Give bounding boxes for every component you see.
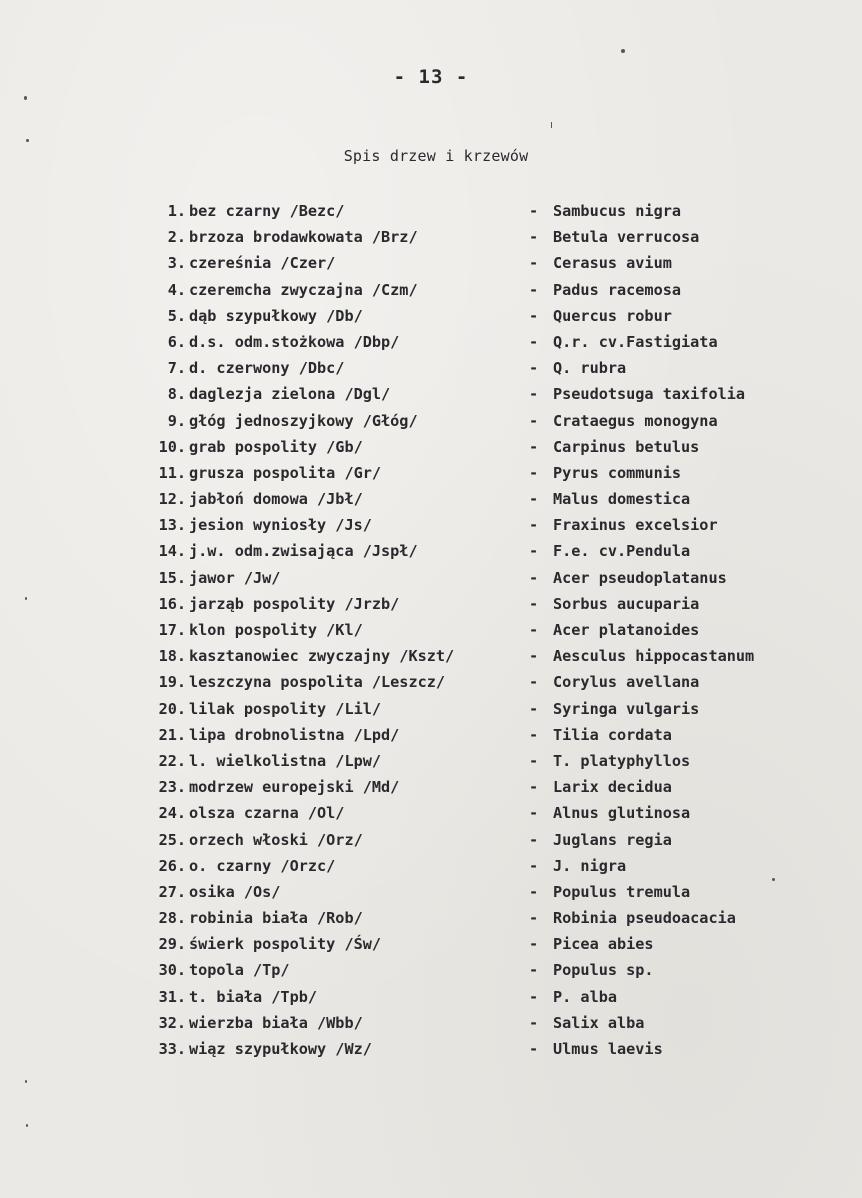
list-item <box>140 250 820 276</box>
separator-dash: - <box>529 987 539 1006</box>
list-item <box>140 224 820 250</box>
latin-name: Salix alba <box>553 1013 645 1032</box>
separator-dash: - <box>529 830 539 849</box>
entry-number: 24. <box>158 804 186 823</box>
separator-dash: - <box>529 463 539 482</box>
entry-number: 4. <box>167 280 186 299</box>
polish-name: leszczyna pospolita /Leszcz/ <box>189 673 446 692</box>
polish-name: j.w. odm.zwisająca /Jspł/ <box>189 542 418 561</box>
latin-name: F.e. cv.Pendula <box>553 542 691 561</box>
entry-number: 3. <box>167 254 186 273</box>
latin-name: Acer pseudoplatanus <box>553 568 727 587</box>
entry-number: 9. <box>167 411 186 430</box>
latin-name: Aesculus hippocastanum <box>553 647 755 666</box>
list-item <box>140 827 820 853</box>
latin-name: Juglans regia <box>553 830 672 849</box>
list-item <box>140 853 820 879</box>
polish-name: bez czarny /Bezc/ <box>189 202 345 220</box>
separator-dash: - <box>529 437 539 456</box>
polish-name: lipa drobnolistna /Lpd/ <box>189 725 400 744</box>
separator-dash: - <box>529 699 539 718</box>
polish-name: głóg jednoszyjkowy /Głóg/ <box>189 411 418 430</box>
list-item <box>140 1010 820 1036</box>
entry-number: 31. <box>158 987 186 1006</box>
list-item <box>140 198 820 224</box>
separator-dash: - <box>529 961 539 980</box>
separator-dash: - <box>529 332 539 351</box>
separator-dash: - <box>529 751 539 770</box>
entry-number: 14. <box>158 542 186 561</box>
page-number: - 13 - <box>393 66 469 88</box>
list-item <box>140 1036 820 1062</box>
separator-dash: - <box>529 202 539 220</box>
polish-name: l. wielkolistna /Lpw/ <box>189 751 382 770</box>
list-item <box>140 643 820 669</box>
polish-name: robinia biała /Rob/ <box>189 909 363 928</box>
separator-dash: - <box>529 856 539 875</box>
latin-name: Cerasus avium <box>553 254 672 273</box>
polish-name: olsza czarna /Ol/ <box>189 804 345 823</box>
list-item <box>140 984 820 1010</box>
separator-dash: - <box>529 385 539 404</box>
polish-name: jesion wyniosły /Js/ <box>189 516 372 535</box>
polish-name: wierzba biała /Wbb/ <box>189 1013 363 1032</box>
entry-number: 12. <box>158 490 186 509</box>
entry-number: 22. <box>158 751 186 770</box>
latin-name: Acer platanoides <box>553 621 700 639</box>
entry-number: 23. <box>158 778 186 797</box>
list-item <box>140 277 820 303</box>
list-item <box>140 931 820 957</box>
latin-name: Robinia pseudoacacia <box>553 909 736 928</box>
latin-name: Populus sp. <box>553 961 654 980</box>
latin-name: Pyrus communis <box>553 463 682 482</box>
latin-name: Crataegus monogyna <box>553 411 718 430</box>
separator-dash: - <box>529 1040 539 1058</box>
polish-name: jarząb pospolity /Jrzb/ <box>189 594 400 613</box>
polish-name: jabłoń domowa /Jbł/ <box>189 490 363 509</box>
entry-number: 20. <box>158 699 186 718</box>
latin-name: Betula verrucosa <box>553 228 700 247</box>
list-item <box>140 748 820 774</box>
speck-mark <box>772 878 775 881</box>
polish-name: jawor /Jw/ <box>189 568 281 587</box>
latin-name: Fraxinus excelsior <box>553 516 718 535</box>
polish-name: daglezja zielona /Dgl/ <box>189 385 391 404</box>
species-list <box>140 198 820 1062</box>
entry-number: 19. <box>158 673 186 692</box>
polish-name: brzoza brodawkowata /Brz/ <box>189 228 418 247</box>
separator-dash: - <box>529 254 539 273</box>
latin-name: Q. rubra <box>553 359 627 378</box>
list-item <box>140 905 820 931</box>
separator-dash: - <box>529 673 539 692</box>
entry-number: 29. <box>158 935 186 954</box>
latin-name: Q.r. cv.Fastigiata <box>553 332 718 351</box>
polish-name: topola /Tp/ <box>189 961 290 980</box>
page-title: Spis drzew i krzewów <box>343 147 529 165</box>
separator-dash: - <box>529 411 539 430</box>
separator-dash: - <box>529 725 539 744</box>
latin-name: Quercus robur <box>553 306 672 325</box>
entry-number: 16. <box>158 594 186 613</box>
list-item <box>140 381 820 407</box>
polish-name: świerk pospolity /Św/ <box>189 935 382 954</box>
speck-mark <box>621 49 625 53</box>
separator-dash: - <box>529 228 539 247</box>
list-item <box>140 617 820 643</box>
list-item <box>140 434 820 460</box>
separator-dash: - <box>529 621 539 639</box>
list-item <box>140 538 820 564</box>
speck-mark <box>26 139 29 142</box>
entry-number: 17. <box>158 621 186 639</box>
separator-dash: - <box>529 516 539 535</box>
entry-number: 7. <box>167 359 186 378</box>
latin-name: Padus racemosa <box>553 280 682 299</box>
entry-number: 13. <box>158 516 186 535</box>
separator-dash: - <box>529 594 539 613</box>
list-item <box>140 800 820 826</box>
polish-name: lilak pospolity /Lil/ <box>189 699 382 718</box>
separator-dash: - <box>529 778 539 797</box>
polish-name: o. czarny /Orzc/ <box>189 856 336 875</box>
latin-name: Alnus glutinosa <box>553 804 691 823</box>
entry-number: 11. <box>158 463 186 482</box>
list-item <box>140 512 820 538</box>
entry-number: 6. <box>167 332 186 351</box>
separator-dash: - <box>529 280 539 299</box>
entry-number: 25. <box>158 830 186 849</box>
polish-name: dąb szypułkowy /Db/ <box>189 306 363 325</box>
polish-name: d.s. odm.stożkowa /Dbp/ <box>189 332 400 351</box>
latin-name: Corylus avellana <box>553 673 700 692</box>
separator-dash: - <box>529 359 539 378</box>
speck-mark <box>26 1124 28 1127</box>
entry-number: 15. <box>158 568 186 587</box>
list-item <box>140 303 820 329</box>
latin-name: Carpinus betulus <box>553 437 700 456</box>
entry-number: 5. <box>167 306 186 325</box>
polish-name: osika /Os/ <box>189 882 281 901</box>
polish-name: t. biała /Tpb/ <box>189 987 318 1006</box>
list-item <box>140 486 820 512</box>
polish-name: klon pospolity /Kl/ <box>189 621 363 639</box>
polish-name: grab pospolity /Gb/ <box>189 437 363 456</box>
polish-name: grusza pospolita /Gr/ <box>189 463 382 482</box>
separator-dash: - <box>529 882 539 901</box>
latin-name: Sorbus aucuparia <box>553 594 700 613</box>
list-item <box>140 696 820 722</box>
separator-dash: - <box>529 306 539 325</box>
latin-name: Tilia cordata <box>553 725 672 744</box>
polish-name: kasztanowiec zwyczajny /Kszt/ <box>189 647 455 666</box>
latin-name: Ulmus laevis <box>553 1040 663 1058</box>
separator-dash: - <box>529 542 539 561</box>
separator-dash: - <box>529 647 539 666</box>
list-item <box>140 355 820 381</box>
entry-number: 2. <box>167 228 186 247</box>
polish-name: czeremcha zwyczajna /Czm/ <box>189 280 418 299</box>
entry-number: 8. <box>167 385 186 404</box>
speck-mark <box>25 597 27 600</box>
latin-name: Malus domestica <box>553 490 691 509</box>
entry-number: 26. <box>158 856 186 875</box>
list-item <box>140 669 820 695</box>
entry-number: 30. <box>158 961 186 980</box>
entry-number: 10. <box>158 437 186 456</box>
latin-name: Syringa vulgaris <box>553 699 700 718</box>
separator-dash: - <box>529 935 539 954</box>
separator-dash: - <box>529 909 539 928</box>
separator-dash: - <box>529 490 539 509</box>
separator-dash: - <box>529 1013 539 1032</box>
entry-number: 33. <box>158 1040 186 1058</box>
entry-number: 28. <box>158 909 186 928</box>
separator-dash: - <box>529 568 539 587</box>
latin-name: T. platyphyllos <box>553 751 691 770</box>
latin-name: P. alba <box>553 987 618 1006</box>
polish-name: modrzew europejski /Md/ <box>189 778 400 797</box>
list-item <box>140 408 820 434</box>
latin-name: Populus tremula <box>553 882 691 901</box>
list-item <box>140 460 820 486</box>
latin-name: Picea abies <box>553 935 654 954</box>
entry-number: 27. <box>158 882 186 901</box>
latin-name: Pseudotsuga taxifolia <box>553 385 746 404</box>
list-item <box>140 774 820 800</box>
speck-mark <box>24 96 27 100</box>
list-item <box>140 722 820 748</box>
polish-name: wiąz szypułkowy /Wz/ <box>189 1040 372 1058</box>
list-item <box>140 329 820 355</box>
list-item <box>140 957 820 983</box>
speck-mark <box>551 122 552 128</box>
list-item <box>140 565 820 591</box>
latin-name: Larix decidua <box>553 778 672 797</box>
latin-name: J. nigra <box>553 856 627 875</box>
polish-name: orzech włoski /Orz/ <box>189 830 363 849</box>
entry-number: 21. <box>158 725 186 744</box>
separator-dash: - <box>529 804 539 823</box>
entry-number: 18. <box>158 647 186 666</box>
polish-name: d. czerwony /Dbc/ <box>189 359 345 378</box>
list-item <box>140 591 820 617</box>
entry-number: 1. <box>167 202 186 220</box>
entry-number: 32. <box>158 1013 186 1032</box>
speck-mark <box>25 1080 27 1083</box>
latin-name: Sambucus nigra <box>553 202 682 220</box>
list-item <box>140 879 820 905</box>
polish-name: czereśnia /Czer/ <box>189 254 336 273</box>
